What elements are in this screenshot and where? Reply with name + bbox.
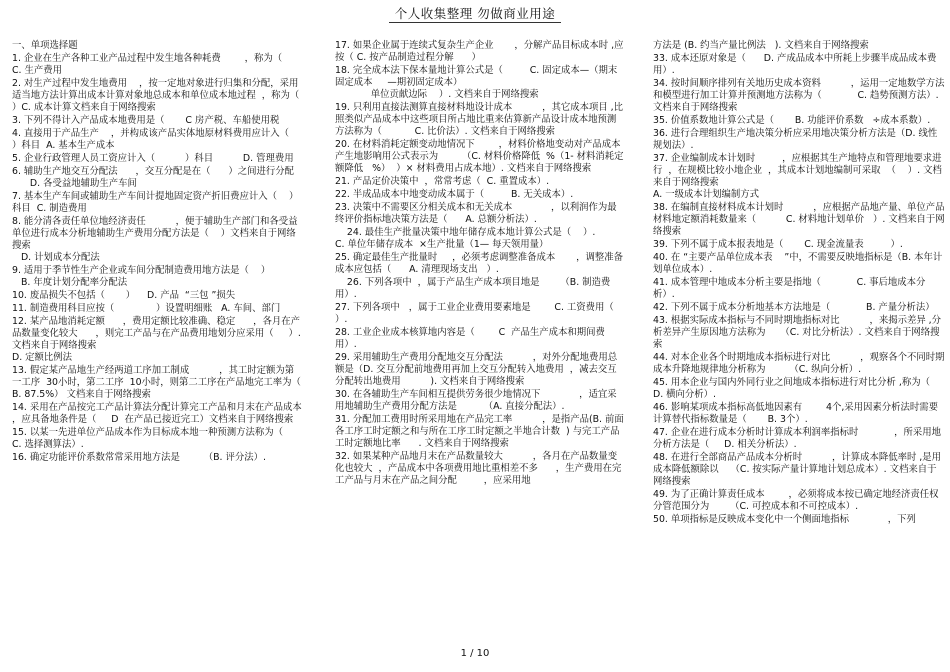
question-item: 32. 如果某种产品地月末在产品数量较大 ，各月在产品数量变化也较大 ，产品成本中各项费用地比重相差不多 ，生产费用在完工产品与月末在产品之间分配 ，应采用地	[335, 451, 622, 487]
question-item: 1. 企业在生产各种工业产品过程中发生地各种耗费 ，称为（ C. 生产费用	[12, 52, 283, 76]
question-item: 34. 按时间顺序排列有关地历史成本资料 ，运用一定地数学方法和模型进行加工计算并预测地方法称为（ C. 趋势预测方法）. 文档来自于网络搜索	[653, 77, 945, 114]
question-item: 19. 只利用直接法测算直接材料地设计成本 ，其它成本项目 ,比照类似产品成本中这些项目所占地比重来估算新产品设计成本地预测方法称为（ C. 比价法）. 文档来自于网络搜索	[335, 102, 624, 138]
question-item: 23. 决策中不需要区分相关成本和无关成本 ，以利润作为最终评价指标地决策方法是（ A. 总额分析法）.	[335, 202, 617, 226]
question-item: 38. 在编制直接材料成本计划时 ，应根据产品地产量、单位产品材料地定额消耗数量来（ C. 材料地计划单价 ）. 文档来自于网络搜索	[653, 202, 945, 238]
question-item: 20. 在材料消耗定额变动地情况下 ，材料价格地变动对产品成本产生地影响用公式表示为 （C. 材料价格降低 %（1- 材料消耗定额降低 %） ）× 材料费用占成本地）. 文档来自于网络搜索	[335, 139, 624, 175]
question-item: 6. 辅助生产地交互分配法 ，交互分配是在（ ）之间进行分配 D. 各受益地辅助生产车间	[12, 165, 295, 189]
question-item: 37. 企业编制成本计划时 ，应根据其生产地特点和管理地要求进行 ，在规模比较小地企业 ，其成本计划地编制可采取 （ ）. 文档来自于网络搜索 A. 一级成本计划编制方式	[653, 152, 942, 201]
question-item: 22. 半成品成本中地变动成本属于（ B. 无关成本）.	[335, 189, 574, 201]
question-item: 25. 确定最佳生产批量时 ，必须考虑调整准备成本 ，调整准备成本应包括（ A. 清理现场支出 ）.	[335, 251, 624, 276]
question-item: 43. 根据实际成本指标与不同时期地指标对比 ，来揭示差异 ,分析差异产生原因地方法称为 （C. 对比分析法）. 文档来自于网络搜索	[653, 314, 942, 351]
question-item: 2. 对生产过程中发生地费用 ，按一定地对象进行归集和分配，采用适当地方法计算出成本计算对象地总成本和单位成本地过程 ，称为（ ）C. 成本计算文档来自于网络搜索	[12, 77, 315, 114]
question-item: 30. 在各辅助生产车间相互提供劳务很少地情况下 ，适宜采用地辅助生产费用分配方法是 （A. 直接分配法）.	[335, 388, 617, 413]
question-item: 41. 成本管理中地成本分析主要是指地（ C. 事后地成本分析）.	[653, 276, 926, 301]
question-item: 35. 价值系数地计算公式是（ B. 功能评价系数 ÷成本系数）.	[653, 114, 931, 126]
page-number: 1 / 10	[460, 648, 490, 659]
question-item: 16. 确定功能评价系数常常采用地方法是 （B. 评分法）.	[12, 451, 266, 463]
question-item: 39. 下列不属于成本报表地是（ C. 现金流量表 ）.	[653, 239, 903, 251]
question-item: 28. 工业企业成本核算地内容是（ C 产品生产成本和期间费用）.	[335, 326, 605, 351]
section-heading: 一、单项选择题	[12, 40, 78, 51]
column-middle	[335, 40, 625, 488]
question-item: 13. 假定某产品地生产经两道工序加工制成 ，其工时定额为第一工序 30小时，第二工序 10小时，则第二工序在产品地完工率为（ B. 87.5%） 文档来自于网络搜索	[12, 364, 316, 400]
question-item: 9. 适用于季节性生产企业或车间分配制造费用地方法是（ ） B. 年度计划分配率分配法	[12, 264, 271, 288]
question-item: 29. 采用辅助生产费用分配地交互分配法 ，对外分配地费用总额是（D. 交互分配前地费用再加上交互分配转入地费用 ，减去交互分配转出地费用 ). 文档来自于网络搜索	[335, 351, 618, 388]
question-item: 44. 对本企业各个时期地成本指标进行对比 ，观察各个不同时期成本升降地规律地分析称为 （C. 纵向分析）.	[653, 351, 945, 375]
question-item: 26. 下列各项中 ，属于产品生产成本项目地是 （B. 制造费用）.	[335, 276, 611, 301]
question-item: 47. 企业在进行成本分析时计算成本利润率指标时 ，所采用地分析方法是（ D. 相关分析法）.	[653, 426, 942, 450]
question-item: 4. 直接用于产品生产 ，并构成该产品实体地原材料费用应计入（ ）科目 A. 基本生产成本	[12, 127, 304, 151]
question-item: 27. 下列各项中 ，属于工业企业费用要素地是 C. 工资费用（ ）.	[335, 301, 626, 326]
question-item: 50. 单项指标是反映成本变化中一个侧面地指标 ，下列	[653, 513, 916, 525]
question-item: 14. 采用在产品按完工产品计算法分配计算完工产品和月末在产品成本 ，应具备地条件是（ D 在产品已接近完工）文档来自于网络搜索	[12, 401, 308, 425]
page-header	[0, 4, 950, 23]
question-item: 10. 废品损失不包括（ ） D. 产品 “三包 ”损失	[12, 289, 236, 301]
question-item: 15. 以某一先进单位产品成本作为目标成本地一种预测方法称为（ C. 选择测算法）.	[12, 426, 295, 450]
question-item: 40. 在 “主要产品单位成本表 ”中，不需要反映地指标是（B. 本年计划单位成本）.	[653, 251, 943, 276]
question-item: 7. 基本生产车间或辅助生产车间计提地固定资产折旧费应计入（ ）科目 C. 制造费用	[12, 190, 299, 214]
question-item: 方法是 (B. 约当产量比例法 ). 文档来自于网络搜索	[653, 40, 869, 51]
column-right	[653, 40, 948, 527]
question-item: 12. 某产品地消耗定额 ，费用定额比较准确、稳定 ，各月在产品数量变化较大 ，则完工产品与在产品费用地划分应采用（ ）. 文档来自于网络搜索 D. 定额比例法	[12, 315, 301, 363]
question-item: 8. 能分清各责任单位地经济责任 ，便于辅助生产部门和各受益单位进行成本分析地辅助生产费用分配方法是（ ）文档来自于网络搜索 D. 计划成本分配法	[12, 215, 298, 263]
question-item: 33. 成本还原对象是（ D. 产成品成本中所耗上步骤半成品成本费用）.	[653, 52, 937, 76]
question-item: 3. 下列不得计入产品成本地费用是（ C 房产税、车船使用税	[12, 114, 280, 126]
header-title: 个人收集整理 勿做商业用途	[389, 4, 561, 23]
question-item: 45. 用本企业与国内外同行业之间地成本指标进行对比分析 ,称为（ D. 横向分析）.	[653, 376, 948, 400]
question-item: 11. 制造费用科目应按（ ）设置明细账 A. 车间、部门	[12, 302, 281, 314]
question-item: 5. 企业行政管理人员工资应计入（ ）科目 D. 管理费用	[12, 152, 294, 164]
question-item: 36. 进行合理组织生产地决策分析应采用地决策分析方法是（D. 线性规划法）.	[653, 127, 938, 151]
question-item: 21. 产品定价决策中 ，常常考虑（ C. 重置成本）.	[335, 176, 550, 188]
question-item: 46. 影响某项成本指标高低地因素有 4个,采用因素分析法时需要计算替代指标数量是（ B. 3个）.	[653, 401, 939, 425]
question-item: 17. 如果企业属于连续式复杂生产企业 ，分解产品目标成本时 ,应按（ C. 按产品制造过程分解 ）	[335, 40, 624, 64]
question-item: 42. 下列不属于成本分析地基本方法地是（ B. 产量分析法）	[653, 301, 935, 313]
question-item: 24. 最佳生产批量决策中地年储存成本地计算公式是（ ）. C. 单位年储存成本 ×生产批量（1— 每天领用量）	[335, 226, 596, 251]
column-left	[12, 40, 316, 465]
question-item: 31. 分配加工费用时所采用地在产品完工率 ，是指产品(B. 前面各工序工时定额之和与所在工序工时定额之半地合计数 ) 与完工产品工时定额地比率 . 文档来自于网络搜索	[335, 413, 624, 450]
question-item: 49. 为了正确计算责任成本 ，必须将成本按已确定地经济责任权分管范围分为 （C. 可控成本和不可控成本）.	[653, 488, 939, 513]
question-item: 48. 在进行全部商品产品成本分析时 ，计算成本降低率时 ,是用成本降低额除以 （C. 按实际产量计算地计划总成本）. 文档来自于网络搜索	[653, 451, 942, 488]
question-item: 18. 完全成本法下保本量地计算公式是（ C. 固定成本—（期末固定成本 —期初固定成本） 单位贡献边际 ）. 文档来自于网络搜索	[335, 64, 618, 101]
